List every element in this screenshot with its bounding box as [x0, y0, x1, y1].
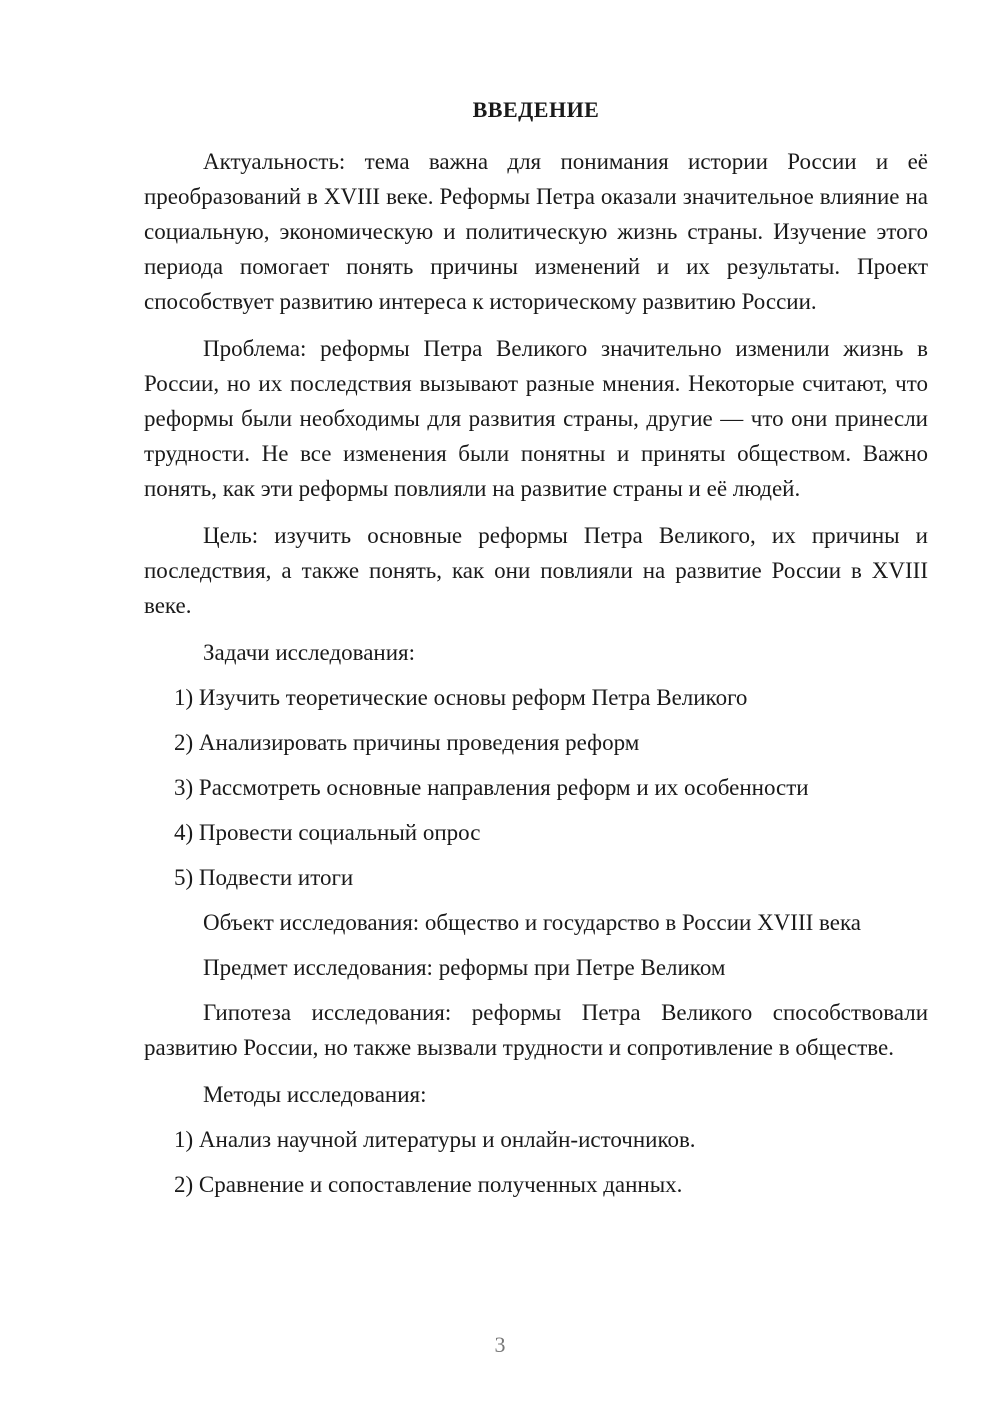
task-item: 1) Изучить теоретические основы реформ Петра Великого	[174, 685, 748, 710]
hypothesis-paragraph: Гипотеза исследования: реформы Петра Великого способствовали развитию России, но также вызвали трудности и сопротивление в обществе.	[144, 1000, 928, 1060]
task-item: 3) Рассмотреть основные направления реформ и их особенности	[174, 775, 809, 800]
page-title: ВВЕДЕНИЕ	[472, 97, 600, 122]
goal-paragraph: Цель: изучить основные реформы Петра Великого, их причины и последствия, а также понять, как они повлияли на развитие России в XVIII веке.	[144, 523, 928, 618]
task-item: 5) Подвести итоги	[174, 865, 354, 890]
problem-paragraph: Проблема: реформы Петра Великого значительно изменили жизнь в России, но их последствия вызывают разные мнения. Некоторые считают, что реформы были необходимы для развития страны, другие — что они принесли трудности. Не все изменения были понятны и приняты обществом. Важно понять, как эти реформы повлияли на развитие страны и её людей.	[144, 336, 928, 501]
relevance-paragraph: Актуальность: тема важна для понимания истории России и её преобразований в XVIII веке. Реформы Петра оказали значительное влияние на социальную, экономическую и политическую жизнь страны. Изучение этого периода помогает понять причины изменений и их результаты. Проект способствует развитию интереса к историческому развитию России.	[144, 149, 928, 314]
method-item: 2) Сравнение и сопоставление полученных данных.	[174, 1172, 683, 1197]
task-item: 4) Провести социальный опрос	[174, 820, 481, 845]
document-page	[144, 92, 928, 1212]
tasks-label: Задачи исследования:	[203, 640, 416, 665]
page-number: 3	[494, 1332, 506, 1357]
research-subject: Предмет исследования: реформы при Петре Великом	[203, 955, 726, 980]
methods-label: Методы исследования:	[203, 1082, 427, 1107]
method-item: 1) Анализ научной литературы и онлайн-источников.	[174, 1127, 696, 1152]
task-item: 2) Анализировать причины проведения реформ	[174, 730, 640, 755]
research-object: Объект исследования: общество и государство в России XVIII века	[203, 910, 862, 935]
